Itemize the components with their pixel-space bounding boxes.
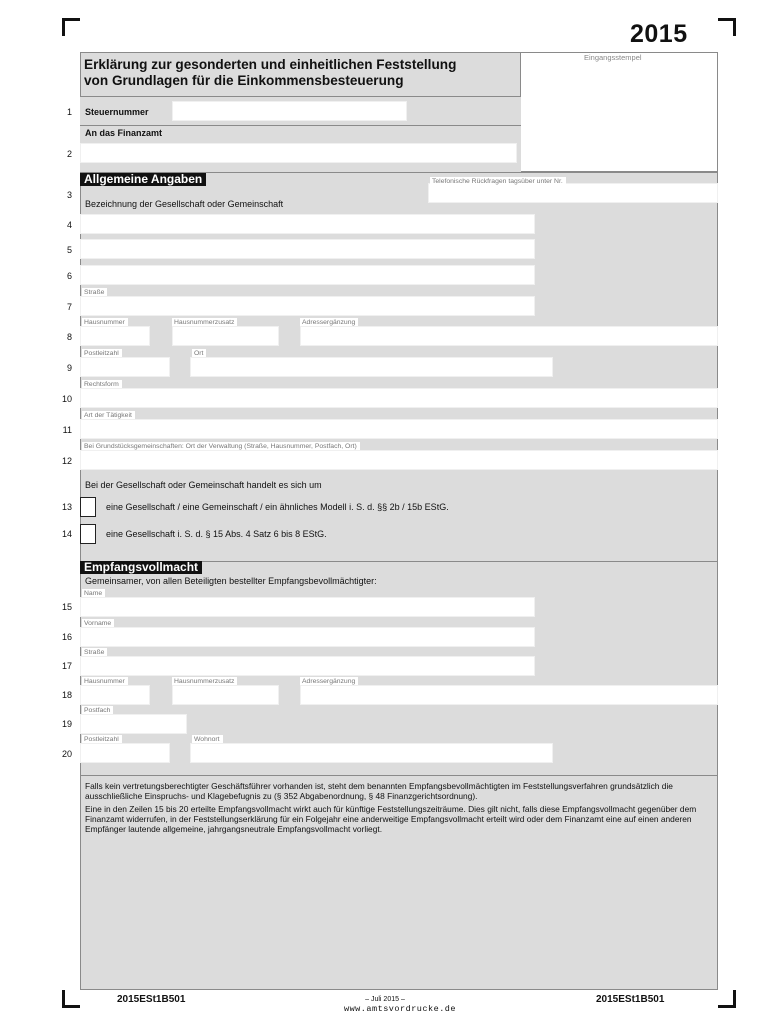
line-number: 7 xyxy=(66,302,72,312)
line-number: 16 xyxy=(61,632,72,642)
postleitzahl-label: Postleitzahl xyxy=(82,349,122,358)
grundstueck-label: Bei Grundstücksgemeinschaften: Ort der Verwaltung (Straße, Hausnummer, Postfach, Ort) xyxy=(82,442,360,451)
hausnummer-label: Hausnummer xyxy=(82,318,128,327)
empfang-hausnummer-field[interactable] xyxy=(80,685,150,705)
steuernummer-label: Steuernummer xyxy=(85,107,149,117)
line-number: 3 xyxy=(66,190,72,200)
option-13-label: eine Gesellschaft / eine Gemeinschaft / ein ähnliches Modell i. S. d. §§ 2b / 15b EStG. xyxy=(106,502,449,512)
vorname-label: Vorname xyxy=(82,619,114,628)
finanzamt-label: An das Finanzamt xyxy=(85,128,163,138)
corner-mark-top-right xyxy=(718,18,736,36)
hausnummer-field[interactable] xyxy=(80,326,150,346)
eingangsstempel-label: Eingangsstempel xyxy=(584,53,642,62)
rechtsform-field[interactable] xyxy=(80,388,718,408)
empfang-postleitzahl-label: Postleitzahl xyxy=(82,735,122,744)
line-number: 1 xyxy=(66,107,72,117)
line-number: 8 xyxy=(66,332,72,342)
empfang-strasse-field[interactable] xyxy=(80,656,535,676)
grundstueck-field[interactable] xyxy=(80,450,718,470)
line-number: 13 xyxy=(61,502,72,512)
line-number: 12 xyxy=(61,456,72,466)
note-einspruch: Falls kein vertretungsberechtigter Geschäftsführer vorhanden ist, steht dem benannten Empfangsbevollmächtigten im Feststellungsverfahren grundsätzlich die ausschließliche Einspruchs- und Klagebefugnis zu (§ 352 Abgabenordnung, § 48 Finanzgerichtsordnung). xyxy=(85,781,673,801)
bezeichnung-label: Bezeichnung der Gesellschaft oder Gemeinschaft xyxy=(85,199,284,209)
line-number: 19 xyxy=(61,719,72,729)
line-number: 4 xyxy=(66,220,72,230)
strasse-label: Straße xyxy=(82,288,107,297)
empfang-postleitzahl-field[interactable] xyxy=(80,743,170,763)
wohnort-label: Wohnort xyxy=(192,735,223,744)
bezeichnung-field-1[interactable] xyxy=(80,214,535,234)
empfang-adressergaenzung-field[interactable] xyxy=(300,685,718,705)
line-number: 15 xyxy=(61,602,72,612)
eingangsstempel-box xyxy=(520,52,718,172)
option-14-label: eine Gesellschaft i. S. d. § 15 Abs. 4 Satz 6 bis 8 EStG. xyxy=(106,529,327,539)
line-number: 18 xyxy=(61,690,72,700)
gesellschaft-frage: Bei der Gesellschaft oder Gemeinschaft handelt es sich um xyxy=(85,480,322,490)
line-number: 20 xyxy=(61,749,72,759)
empfang-subheading: Gemeinsamer, von allen Beteiligten bestellter Empfangsbevollmächtigter: xyxy=(85,576,377,586)
empfang-hausnummer-label: Hausnummer xyxy=(82,677,128,686)
form-title xyxy=(84,57,514,89)
strasse-field[interactable] xyxy=(80,296,535,316)
bezeichnung-field-2[interactable] xyxy=(80,239,535,259)
rechtsform-label: Rechtsform xyxy=(82,380,122,389)
line-number: 10 xyxy=(61,394,72,404)
title-line-1: Erklärung zur gesonderten und einheitlichen Feststellung xyxy=(84,57,457,72)
wohnort-field[interactable] xyxy=(190,743,553,763)
empfang-adressergaenzung-label: Adressergänzung xyxy=(300,677,358,686)
form-year: 2015 xyxy=(630,20,688,48)
empfang-hausnummerzusatz-label: Hausnummerzusatz xyxy=(172,677,237,686)
form-code-right: 2015ESt1B501 xyxy=(596,994,665,1005)
postleitzahl-field[interactable] xyxy=(80,357,170,377)
vorname-field[interactable] xyxy=(80,627,535,647)
name-label: Name xyxy=(82,589,105,598)
section-allgemeine-angaben: Allgemeine Angaben xyxy=(80,173,206,186)
line-number: 17 xyxy=(61,661,72,671)
empfang-strasse-label: Straße xyxy=(82,648,107,657)
footer-url: www.amtsvordrucke.de xyxy=(343,1004,457,1014)
hausnummerzusatz-field[interactable] xyxy=(172,326,279,346)
notes-divider xyxy=(80,775,718,776)
name-field[interactable] xyxy=(80,597,535,617)
line-number: 11 xyxy=(62,425,72,435)
postfach-field[interactable] xyxy=(80,714,187,734)
line-number: 14 xyxy=(61,529,72,539)
adressergaenzung-label: Adressergänzung xyxy=(300,318,358,327)
bezeichnung-field-3[interactable] xyxy=(80,265,535,285)
taetigkeit-field[interactable] xyxy=(80,419,718,439)
ort-field[interactable] xyxy=(190,357,553,377)
checkbox-option-14[interactable] xyxy=(80,524,96,544)
postfach-label: Postfach xyxy=(82,706,113,715)
section-empfangsvollmacht: Empfangsvollmacht xyxy=(80,561,202,574)
line-number: 2 xyxy=(66,149,72,159)
line-number: 6 xyxy=(66,271,72,281)
telefon-label: Telefonische Rückfragen tagsüber unter Nr. xyxy=(430,177,566,186)
divider xyxy=(80,125,521,126)
hausnummerzusatz-label: Hausnummerzusatz xyxy=(172,318,237,327)
corner-mark-top-left xyxy=(62,18,80,36)
line-number: 9 xyxy=(66,363,72,373)
form-date: – Juli 2015 – xyxy=(365,996,405,1003)
finanzamt-field[interactable] xyxy=(80,143,517,163)
checkbox-option-13[interactable] xyxy=(80,497,96,517)
note-empfangsvollmacht: Eine in den Zeilen 15 bis 20 erteilte Empfangsvollmacht wirkt auch für künftige Feststellungszeiträume. Dies gilt nicht, falls diese Empfangsvollmacht gegenüber dem Finanzamt widerrufen, in der Feststellungserklärung für ein Folgejahr eine anderweitige Empfangsvollmacht erteilt wird oder dem Finanzamt eine auf einen anderen Empfänger lautende allgemeine, jahrgangsneutrale Empfangsvollmacht vorliegt. xyxy=(85,804,697,834)
telefon-field[interactable] xyxy=(428,183,718,203)
empfang-hausnummerzusatz-field[interactable] xyxy=(172,685,279,705)
steuernummer-field[interactable] xyxy=(172,101,407,121)
ort-label: Ort xyxy=(192,349,206,358)
title-line-2: von Grundlagen für die Einkommensbesteuerung xyxy=(84,73,404,88)
taetigkeit-label: Art der Tätigkeit xyxy=(82,411,135,420)
adressergaenzung-field[interactable] xyxy=(300,326,718,346)
form-code-left: 2015ESt1B501 xyxy=(117,994,186,1005)
line-number: 5 xyxy=(66,245,72,255)
